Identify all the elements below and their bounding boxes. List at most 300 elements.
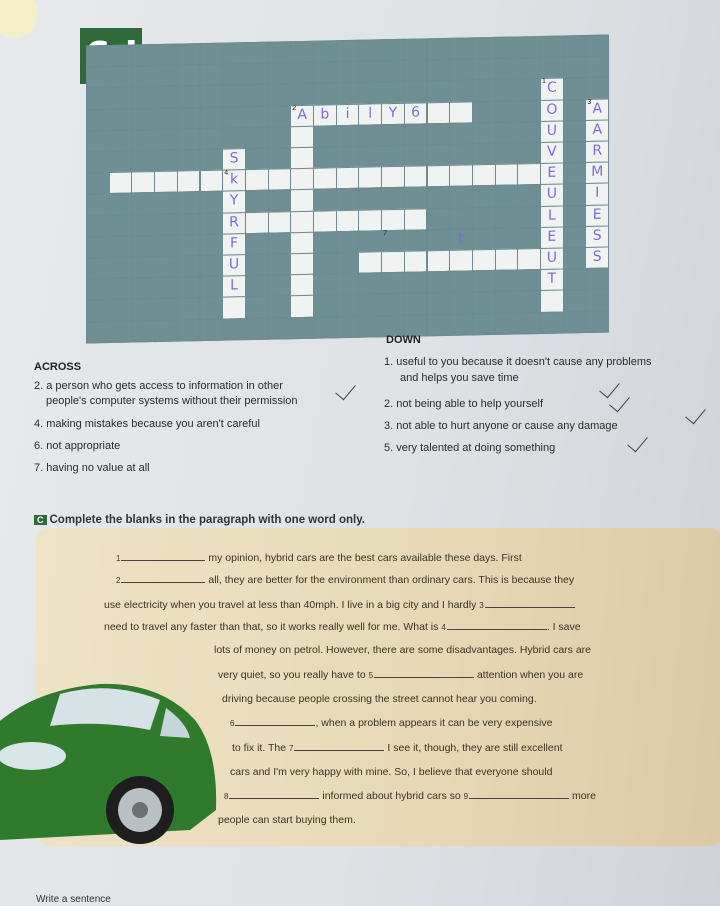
handwritten-letter: E: [592, 206, 602, 223]
handwritten-letter: R: [229, 213, 239, 231]
crossword-cell[interactable]: [472, 164, 496, 187]
crossword-cell[interactable]: [222, 212, 246, 235]
crossword-block: [109, 108, 133, 131]
crossword-cell[interactable]: [290, 168, 314, 191]
crossword-cell[interactable]: [427, 250, 451, 273]
clue-number: 2: [292, 104, 297, 112]
handwritten-letter: S: [592, 227, 602, 244]
crossword-block: [427, 186, 451, 209]
crossword-block: [517, 227, 541, 250]
blank-1[interactable]: [121, 560, 205, 561]
crossword-cell[interactable]: [427, 101, 451, 124]
crossword-block: [313, 146, 337, 169]
crossword-block: [154, 128, 178, 151]
crossword-block: [517, 312, 541, 335]
crossword-block: [381, 39, 405, 62]
crossword-block: [131, 298, 155, 321]
handwritten-letter: L: [547, 207, 556, 224]
crossword-block: [154, 213, 178, 236]
crossword-block: [336, 273, 360, 296]
paragraph-line-3: use electricity when you travel at less than 40mph. I live in a big city and I hardly 3: [104, 598, 575, 613]
crossword-block: [200, 233, 224, 256]
exercise-c-text: Complete the blanks in the paragraph with one word only.: [49, 514, 365, 526]
handwritten-letter: U: [228, 256, 240, 273]
down-heading: DOWN: [386, 334, 421, 346]
blank-4[interactable]: [447, 629, 547, 630]
clue-number: 4: [224, 169, 229, 177]
crossword-block: [222, 42, 246, 65]
crossword-block: [154, 234, 178, 257]
crossword-block: [381, 145, 405, 168]
handwritten-letter: A: [592, 100, 603, 117]
down-clue-1-cont: and helps you save time: [400, 372, 519, 384]
crossword-block: [449, 37, 473, 60]
crossword-block: [449, 292, 473, 315]
crossword-cell[interactable]: [154, 171, 178, 194]
crossword-block: [358, 82, 382, 105]
crossword-cell[interactable]: [290, 232, 314, 255]
crossword-cell[interactable]: [222, 191, 246, 214]
crossword-cell[interactable]: [358, 209, 382, 232]
crossword-block: [472, 207, 496, 230]
handwritten-letter: i: [345, 105, 350, 122]
crossword-block: [268, 105, 292, 128]
crossword-block: [336, 252, 360, 275]
crossword-block: [154, 44, 178, 67]
crossword-block: [585, 289, 609, 312]
crossword-block: [472, 143, 496, 166]
crossword-block: [358, 124, 382, 147]
crossword-cell[interactable]: [540, 78, 564, 101]
crossword-block: [449, 143, 473, 166]
crossword-block: [336, 61, 360, 84]
crossword-cell[interactable]: [585, 204, 609, 227]
blank-6[interactable]: [235, 725, 315, 726]
paragraph-line-8: 6 , when a problem appears it can be very expensive: [230, 717, 553, 729]
crossword-cell[interactable]: [540, 141, 564, 164]
crossword-block: [427, 123, 451, 146]
crossword-block: [404, 272, 428, 295]
crossword-block: [585, 268, 609, 291]
crossword-cell[interactable]: [381, 102, 405, 125]
crossword-block: [200, 212, 224, 235]
crossword-cell[interactable]: [585, 98, 609, 121]
crossword-cell[interactable]: [585, 247, 609, 270]
crossword-block: [358, 60, 382, 83]
crossword-block: [449, 207, 473, 230]
crossword-cell[interactable]: [427, 165, 451, 188]
crossword-block: [154, 256, 178, 279]
handwritten-letter: A: [592, 121, 603, 138]
blank-8[interactable]: [229, 798, 319, 799]
tick-mark: [335, 379, 356, 401]
crossword-block: [131, 129, 155, 152]
crossword-block: [86, 87, 110, 110]
crossword-cell[interactable]: [313, 167, 337, 190]
crossword-block: [472, 122, 496, 145]
crossword-block: [177, 297, 201, 320]
crossword-cell[interactable]: [131, 171, 155, 194]
crossword-block: [381, 81, 405, 104]
down-clue-2: 2. not being able to help yourself: [384, 398, 544, 410]
crossword-block: [358, 39, 382, 62]
crossword-block: [313, 40, 337, 63]
tick-mark: [627, 431, 648, 453]
crossword-cell[interactable]: [404, 250, 428, 273]
handwritten-letter: A: [297, 106, 307, 123]
crossword-block: [563, 226, 587, 249]
crossword-cell[interactable]: [585, 119, 609, 142]
crossword-block: [131, 192, 155, 215]
handwritten-letter: O: [546, 101, 558, 118]
crossword-block: [427, 292, 451, 315]
handwritten-letter: F: [230, 235, 239, 252]
crossword-block: [495, 206, 519, 229]
handwritten-letter: V: [547, 143, 557, 160]
crossword-cell[interactable]: [495, 248, 519, 271]
crossword-cell[interactable]: [381, 208, 405, 231]
crossword-block: [495, 100, 519, 123]
crossword-block: [86, 321, 110, 344]
crossword-cell[interactable]: [290, 274, 314, 297]
crossword-cell[interactable]: [222, 148, 246, 171]
handwritten-letter: I: [595, 185, 600, 202]
crossword-cell[interactable]: [245, 211, 269, 234]
crossword-block: [517, 142, 541, 165]
crossword-cell[interactable]: [222, 275, 246, 298]
crossword-block: [154, 277, 178, 300]
crossword-cell[interactable]: [290, 126, 314, 149]
crossword-block: [449, 59, 473, 82]
blank-2[interactable]: [121, 582, 205, 583]
crossword-cell[interactable]: [540, 184, 564, 207]
crossword-cell[interactable]: [290, 210, 314, 233]
crossword-cell[interactable]: [381, 251, 405, 274]
crossword-block: [563, 56, 587, 79]
crossword-cell[interactable]: [177, 170, 201, 193]
crossword-block: [177, 149, 201, 172]
crossword-block: [154, 319, 178, 342]
crossword-cell[interactable]: [336, 103, 360, 126]
handwritten-letter: E: [547, 228, 557, 245]
paragraph-line-4: need to travel any faster than that, so it works really well for me. What is 4 . I save: [104, 621, 581, 633]
crossword-cell[interactable]: [540, 290, 564, 313]
crossword-block: [472, 101, 496, 124]
crossword-block: [200, 43, 224, 66]
crossword-cell[interactable]: [200, 170, 224, 193]
crossword-block: [109, 257, 133, 280]
crossword-grid: [86, 35, 610, 344]
crossword-block: [585, 310, 609, 333]
crossword-block: [563, 99, 587, 122]
blank-7[interactable]: [294, 750, 384, 751]
handwritten-letter: C: [546, 80, 557, 97]
crossword-block: [495, 58, 519, 81]
crossword-block: [336, 146, 360, 169]
crossword-block: [404, 144, 428, 167]
crossword-block: [313, 316, 337, 339]
crossword-cell[interactable]: [245, 169, 269, 192]
crossword-cell[interactable]: [517, 163, 541, 186]
crossword-block: [131, 108, 155, 131]
crossword-cell[interactable]: [336, 209, 360, 232]
crossword-block: [109, 214, 133, 237]
clue-number: 7: [383, 229, 387, 238]
handwritten-letter: S: [229, 150, 239, 167]
crossword-block: [86, 257, 110, 280]
crossword-cell[interactable]: [358, 251, 382, 274]
crossword-block: [563, 311, 587, 334]
crossword-block: [154, 86, 178, 109]
crossword-cell[interactable]: [336, 167, 360, 190]
crossword-cell[interactable]: [449, 249, 473, 272]
crossword-cell[interactable]: [290, 147, 314, 170]
crossword-block: [585, 35, 609, 58]
paragraph-line-10: cars and I'm very happy with mine. So, I believe that everyone should: [230, 766, 553, 778]
footer-text: Write a sentence: [36, 894, 111, 905]
crossword-block: [131, 235, 155, 258]
crossword-block: [245, 148, 269, 171]
crossword-block: [177, 107, 201, 130]
crossword-cell[interactable]: [472, 249, 496, 272]
crossword-block: [86, 172, 110, 195]
crossword-block: [472, 270, 496, 293]
crossword-cell[interactable]: [495, 164, 519, 187]
crossword-block: [86, 215, 110, 238]
crossword-cell[interactable]: [222, 233, 246, 256]
crossword-cell[interactable]: [585, 225, 609, 248]
handwritten-letter: L: [230, 277, 238, 294]
crossword-cell[interactable]: [404, 208, 428, 231]
crossword-cell[interactable]: [540, 226, 564, 249]
crossword-block: [495, 270, 519, 293]
crossword-cell[interactable]: [585, 141, 609, 164]
crossword-block: [222, 106, 246, 129]
crossword-block: [336, 315, 360, 338]
crossword-block: [517, 57, 541, 80]
crossword-block: [245, 254, 269, 277]
crossword-block: [245, 190, 269, 213]
crossword-block: [427, 207, 451, 230]
crossword-block: [404, 187, 428, 210]
crossword-block: [86, 130, 110, 153]
crossword-block: [517, 184, 541, 207]
handwritten-letter: R: [592, 142, 603, 159]
crossword-cell[interactable]: [290, 104, 314, 127]
crossword-block: [495, 79, 519, 102]
corner-decoration: [0, 0, 38, 38]
crossword-cell[interactable]: [268, 168, 292, 191]
crossword-block: [154, 192, 178, 215]
across-clue-4: 4. making mistakes because you aren't careful: [34, 418, 260, 430]
crossword-cell[interactable]: [222, 169, 246, 192]
crossword-block: [86, 45, 110, 68]
handwritten-letter: l: [368, 105, 373, 122]
down-clue-1: 1. useful to you because it doesn't cause any problems: [384, 356, 652, 368]
down-clue-5: 5. very talented at doing something: [384, 442, 556, 454]
crossword-block: [563, 268, 587, 291]
crossword-block: [177, 213, 201, 236]
crossword-block: [245, 275, 269, 298]
crossword-block: [200, 127, 224, 150]
crossword-block: [358, 230, 382, 253]
crossword-cell[interactable]: [222, 297, 246, 320]
crossword-block: [427, 229, 451, 252]
crossword-cell[interactable]: [540, 99, 564, 122]
crossword-cell[interactable]: [358, 166, 382, 189]
crossword-cell[interactable]: [540, 163, 564, 186]
crossword-block: [517, 100, 541, 123]
crossword-cell[interactable]: [540, 120, 564, 143]
crossword-cell[interactable]: [222, 254, 246, 277]
crossword-block: [495, 36, 519, 59]
crossword-block: [358, 272, 382, 295]
crossword-block: [200, 85, 224, 108]
crossword-block: [131, 214, 155, 237]
crossword-block: [109, 151, 133, 174]
crossword-block: [495, 121, 519, 144]
crossword-cell[interactable]: [109, 172, 133, 195]
handwritten-letter: U: [546, 122, 557, 139]
crossword-block: [177, 85, 201, 108]
crossword-block: [585, 77, 609, 100]
crossword-block: [131, 44, 155, 67]
crossword-block: [381, 187, 405, 210]
crossword-block: [381, 230, 405, 253]
crossword-cell[interactable]: [313, 104, 337, 127]
crossword-block: [495, 185, 519, 208]
blank-9[interactable]: [469, 798, 569, 799]
crossword-cell[interactable]: [404, 102, 428, 125]
crossword-block: [336, 125, 360, 148]
handwritten-letter: t: [458, 230, 464, 247]
crossword-block: [472, 185, 496, 208]
crossword-block: [472, 58, 496, 81]
crossword-cell[interactable]: [290, 189, 314, 212]
crossword-block: [472, 313, 496, 336]
crossword-block: [109, 66, 133, 89]
crossword-block: [495, 142, 519, 165]
crossword-block: [517, 121, 541, 144]
crossword-block: [517, 78, 541, 101]
crossword-cell[interactable]: [585, 183, 609, 206]
crossword-block: [495, 312, 519, 335]
crossword-cell[interactable]: [268, 211, 292, 234]
crossword-block: [336, 294, 360, 317]
crossword-cell[interactable]: [540, 205, 564, 228]
crossword-cell[interactable]: [381, 166, 405, 189]
crossword-block: [177, 319, 201, 342]
across-heading: ACROSS: [34, 361, 82, 373]
crossword-block: [404, 81, 428, 104]
crossword-block: [131, 150, 155, 173]
crossword-block: [449, 122, 473, 145]
blank-3[interactable]: [485, 607, 575, 608]
crossword-block: [245, 296, 269, 319]
crossword-block: [381, 293, 405, 316]
crossword-block: [563, 141, 587, 164]
crossword-cell[interactable]: [517, 248, 541, 271]
crossword-block: [154, 298, 178, 321]
crossword-block: [200, 191, 224, 214]
crossword-block: [245, 317, 269, 340]
crossword-block: [86, 193, 110, 216]
crossword-block: [449, 271, 473, 294]
crossword-block: [404, 293, 428, 316]
handwritten-letter: 6: [411, 104, 421, 121]
crossword-block: [290, 316, 314, 339]
crossword-block: [563, 183, 587, 206]
crossword-block: [86, 151, 110, 174]
crossword-block: [268, 317, 292, 340]
crossword-block: [449, 186, 473, 209]
crossword-block: [222, 127, 246, 150]
crossword-block: [268, 190, 292, 213]
crossword-cell[interactable]: [290, 253, 314, 276]
crossword-block: [540, 57, 564, 80]
crossword-block: [177, 234, 201, 257]
crossword-cell[interactable]: [449, 101, 473, 124]
crossword-block: [245, 63, 269, 86]
crossword-block: [109, 45, 133, 68]
crossword-cell[interactable]: [313, 210, 337, 233]
crossword-block: [268, 274, 292, 297]
crossword-block: [313, 83, 337, 106]
crossword-block: [268, 147, 292, 170]
crossword-cell[interactable]: [358, 103, 382, 126]
crossword-block: [268, 62, 292, 85]
crossword-block: [222, 318, 246, 341]
crossword-block: [131, 256, 155, 279]
crossword-block: [358, 145, 382, 168]
crossword-block: [313, 125, 337, 148]
crossword-block: [200, 318, 224, 341]
crossword-block: [381, 124, 405, 147]
crossword-block: [86, 299, 110, 322]
crossword-block: [131, 320, 155, 343]
crossword-block: [200, 106, 224, 129]
crossword-cell[interactable]: [404, 166, 428, 189]
crossword-cell[interactable]: [290, 295, 314, 318]
crossword-block: [563, 247, 587, 270]
blank-5[interactable]: [374, 677, 474, 678]
crossword-cell[interactable]: [540, 247, 564, 270]
paragraph-line-12: people can start buying them.: [218, 814, 356, 826]
crossword-block: [563, 289, 587, 312]
crossword-block: [86, 236, 110, 259]
crossword-block: [427, 144, 451, 167]
crossword-block: [154, 107, 178, 130]
crossword-cell[interactable]: [585, 162, 609, 185]
crossword-block: [313, 189, 337, 212]
crossword-cell[interactable]: [449, 165, 473, 188]
crossword-block: [177, 64, 201, 87]
crossword-block: [154, 150, 178, 173]
tick-mark: [685, 403, 706, 425]
crossword-block: [540, 311, 564, 334]
crossword-block: [154, 65, 178, 88]
crossword-block: [427, 80, 451, 103]
crossword-block: [336, 231, 360, 254]
crossword-block: [517, 269, 541, 292]
crossword-cell[interactable]: [540, 269, 564, 292]
crossword-block: [245, 126, 269, 149]
crossword-block: [200, 64, 224, 87]
crossword-block: [517, 206, 541, 229]
paragraph-line-7: driving because people crossing the street cannot hear you coming.: [222, 693, 537, 705]
crossword-block: [404, 38, 428, 61]
handwritten-letter: b: [320, 105, 330, 123]
